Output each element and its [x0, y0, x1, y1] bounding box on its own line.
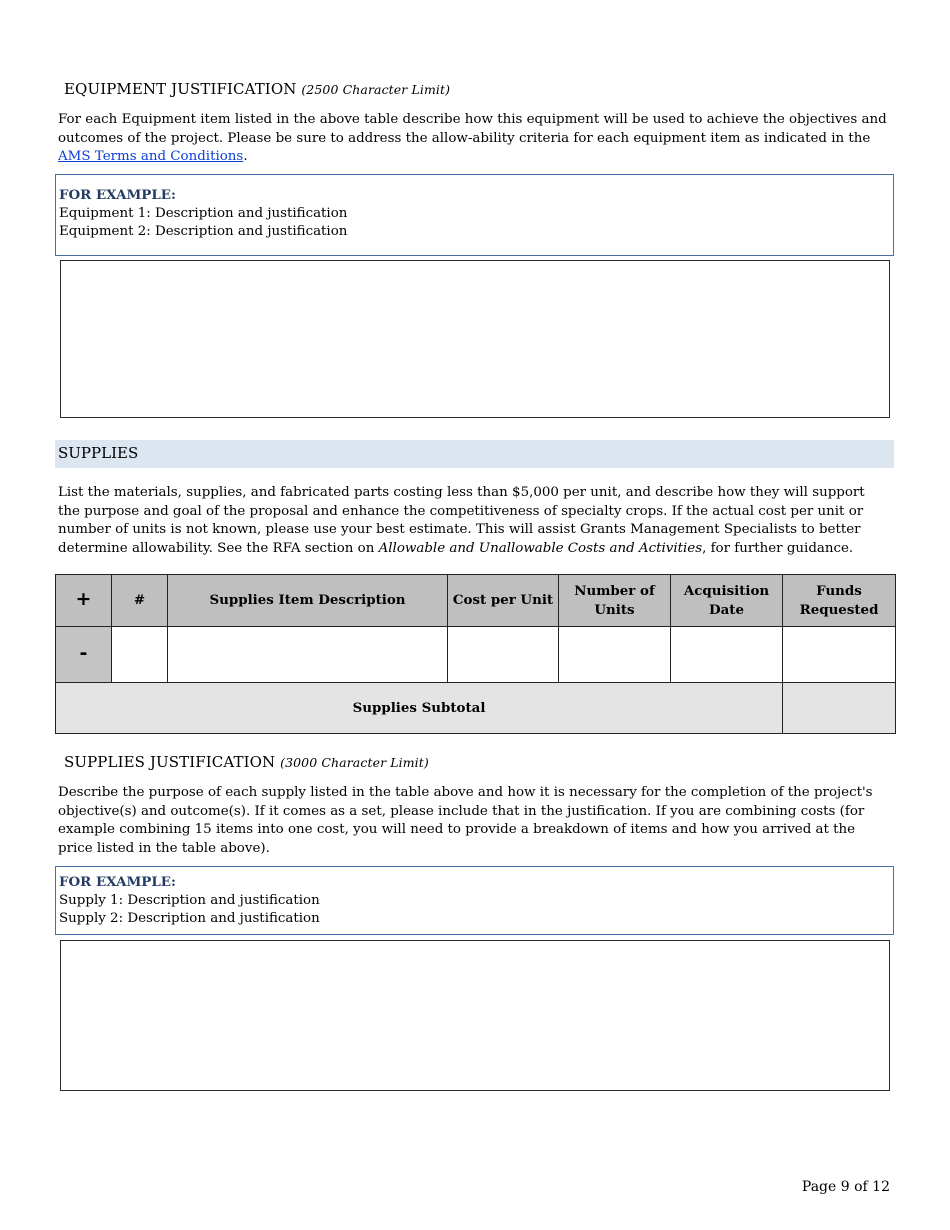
equipment-example-line: Equipment 2: Description and justification	[59, 224, 348, 240]
supplies-example-line: Supply 2: Description and justification	[59, 911, 320, 927]
supplies-example-heading: FOR EXAMPLE:	[59, 874, 176, 890]
header-number: #	[112, 575, 168, 627]
equipment-example-heading: FOR EXAMPLE:	[59, 187, 176, 203]
header-cost-per-unit: Cost per Unit	[448, 575, 559, 627]
supplies-section-band	[55, 440, 894, 468]
supplies-instructions	[58, 484, 888, 558]
supplies-justification-title: SUPPLIES JUSTIFICATION	[64, 753, 276, 771]
subtotal-row	[56, 683, 896, 734]
supplies-example-box	[55, 866, 894, 935]
equipment-justification-input[interactable]	[60, 260, 890, 418]
page-number: Page 9 of 12	[801, 1179, 890, 1195]
row-number-cell[interactable]	[112, 627, 168, 683]
header-acquisition-date: Acquisition Date	[671, 575, 783, 627]
table-row	[56, 627, 896, 683]
equipment-instructions	[58, 111, 888, 167]
minus-icon: -	[79, 641, 88, 664]
supplies-example-line: Supply 1: Description and justification	[59, 892, 320, 908]
supplies-character-limit: (3000 Character Limit)	[280, 755, 429, 770]
cost-per-unit-cell[interactable]	[448, 627, 559, 683]
add-row-button[interactable]	[56, 575, 112, 627]
supplies-justification-instructions: Describe the purpose of each supply listed in the table above and how it is necessary for the completion of the project's objective(s) and outcome(s). If it comes as a set, please include that in the justification. If you are combining costs (for example combining 15 items into one cost, you will need to provide a breakdown of items and how you arrived at the price listed in the table above).	[58, 785, 873, 856]
header-number-of-units: Number of Units	[559, 575, 671, 627]
supplies-justification-heading	[64, 753, 429, 773]
equipment-example-box	[55, 174, 894, 256]
remove-row-button[interactable]	[56, 627, 112, 683]
equipment-justification-heading	[64, 80, 450, 100]
equipment-instructions-end: .	[243, 149, 248, 165]
description-cell[interactable]	[168, 627, 448, 683]
header-description: Supplies Item Description	[168, 575, 448, 627]
funds-requested-cell[interactable]	[783, 627, 896, 683]
supplies-justification-input[interactable]	[60, 940, 890, 1091]
table-header-row	[56, 575, 896, 627]
supplies-instructions-italic: Allowable and Unallowable Costs and Activities	[378, 540, 703, 556]
equipment-example-line: Equipment 1: Description and justification	[59, 205, 348, 221]
acquisition-date-cell[interactable]	[671, 627, 783, 683]
equipment-justification-title: EQUIPMENT JUSTIFICATION	[64, 80, 297, 98]
supplies-subtotal-value	[783, 683, 896, 734]
equipment-instructions-text: For each Equipment item listed in the above table describe how this equipment will be used to achieve the objectives and outcomes of the project. Please be sure to address the allow-ability criteria for each equipment item as indicated in the	[58, 112, 887, 146]
supplies-instructions-end: , for further guidance.	[702, 540, 854, 556]
ams-terms-link[interactable]: AMS Terms and Conditions	[58, 149, 244, 165]
equipment-character-limit: (2500 Character Limit)	[301, 82, 451, 97]
header-funds-requested: Funds Requested	[783, 575, 896, 627]
supplies-instructions-text: List the materials, supplies, and fabricated parts costing less than $5,000 per unit, and describe how they will support the purpose and goal of the proposal and enhance the competitiveness of specialty crops. If the actual cost per unit or number of units is not known, please use your best estimate. This will assist Grants Management Specialists to better determine allowability. See the RFA section on	[58, 485, 865, 556]
supplies-subtotal-label: Supplies Subtotal	[56, 683, 783, 734]
supplies-section-title: SUPPLIES	[58, 444, 139, 462]
plus-icon: +	[75, 588, 92, 611]
number-of-units-cell[interactable]	[559, 627, 671, 683]
supplies-table	[55, 574, 896, 734]
